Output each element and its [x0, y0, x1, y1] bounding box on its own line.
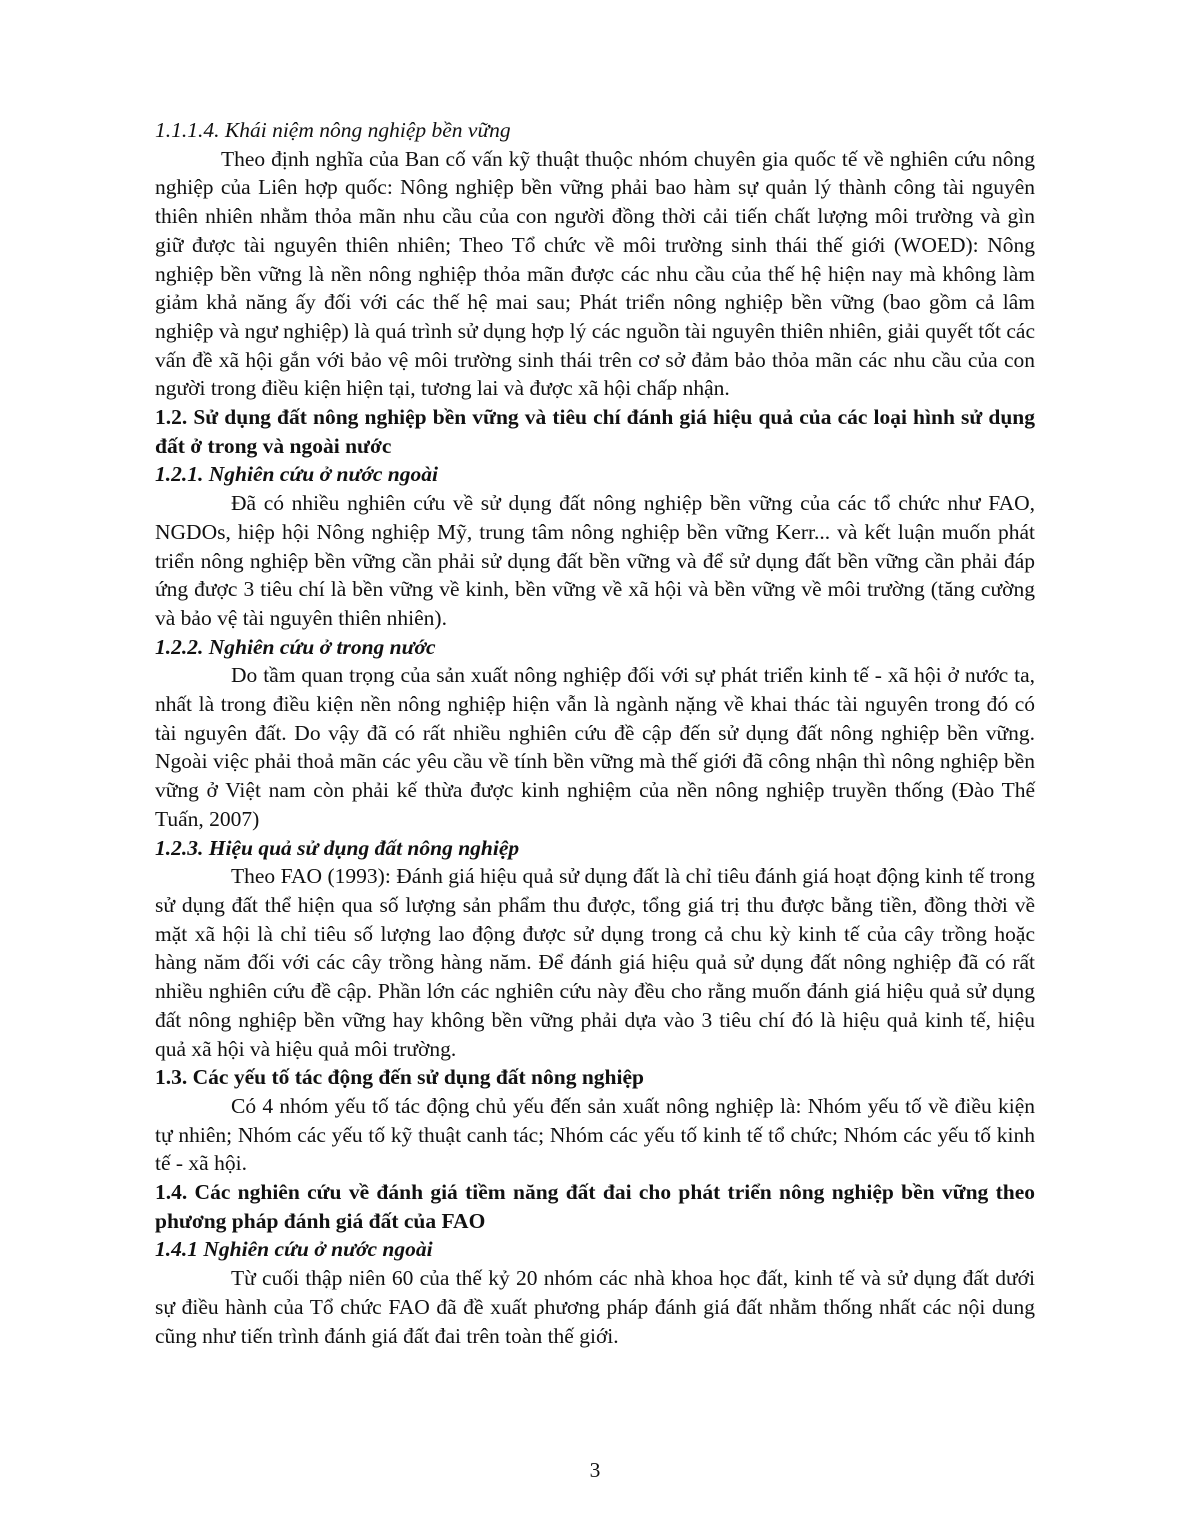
heading-1-1-1-4: 1.1.1.4. Khái niệm nông nghiệp bền vững	[155, 118, 511, 142]
paragraph-foreign-research: Đã có nhiều nghiên cứu về sử dụng đất nông nghiệp bền vững của các tổ chức như FAO, NGDOs, hiệp hội Nông nghiệp Mỹ, trung tâm nông nghiệp bền vững Kerr... và kết luận muốn phát triển nông nghiệp bền vững cần phải sử dụng đất bền vững và để sử dụng đất bền vững cần phải đáp ứng được 3 tiêu chí là bền vững về kinh, bền vững về xã hội và bền vững về môi trường (tăng cường và bảo vệ tài nguyên thiên nhiên).	[155, 491, 1035, 630]
paragraph-influencing-factors: Có 4 nhóm yếu tố tác động chủ yếu đến sản xuất nông nghiệp là: Nhóm yếu tố về điều kiện tự nhiên; Nhóm các yếu tố kỹ thuật canh tác; Nhóm các yếu tố kinh tế tổ chức; Nhóm các yếu tố kinh tế - xã hội.	[155, 1093, 1035, 1176]
heading-1-4-1: 1.4.1 Nghiên cứu ở nước ngoài	[155, 1237, 433, 1262]
document-page	[155, 116, 1035, 1350]
heading-1-2: 1.2. Sử dụng đất nông nghiệp bền vững và tiêu chí đánh giá hiệu quả của các loại hình sử dụng đất ở trong và ngoài nước	[155, 405, 1035, 458]
paragraph-domestic-research: Do tầm quan trọng của sản xuất nông nghiệp đối với sự phát triển kinh tế - xã hội ở nước ta, nhất là trong điều kiện nền nông nghiệp hiện vẫn là ngành nặng về khai thác tài nguyên trong đó có tài nguyên đất. Do vậy đã có rất nhiều nghiên cứu đề cập đến sử dụng đất nông nghiệp bền vững. Ngoài việc phải thoả mãn các yêu cầu về tính bền vững mà thế giới đã công nhận thì nông nghiệp bền vững ở Việt nam còn phải kế thừa được kinh nghiệm của nền nông nghiệp truyền thống (Đào Thế Tuấn, 2007)	[155, 663, 1035, 831]
heading-1-3: 1.3. Các yếu tố tác động đến sử dụng đất nông nghiệp	[155, 1065, 644, 1090]
heading-1-2-1: 1.2.1. Nghiên cứu ở nước ngoài	[155, 462, 438, 487]
heading-1-2-2: 1.2.2. Nghiên cứu ở trong nước	[155, 634, 436, 659]
heading-1-4: 1.4. Các nghiên cứu về đánh giá tiềm năng đất đai cho phát triển nông nghiệp bền vững theo phương pháp đánh giá đất của FAO	[155, 1180, 1035, 1233]
paragraph-land-use-efficiency: Theo FAO (1993): Đánh giá hiệu quả sử dụng đất là chỉ tiêu đánh giá hoạt động kinh tế trong sử dụng đất thể hiện qua số lượng sản phẩm thu được, tổng giá trị thu được bằng tiền, đồng thời về mặt xã hội là chỉ tiêu số lượng lao động được sử dụng trong cả chu kỳ kinh tế của cây trồng hoặc hàng năm đối với các cây trồng hàng năm. Để đánh giá hiệu quả sử dụng đất nông nghiệp đã có rất nhiều nghiên cứu đề cập. Phần lớn các nghiên cứu này đều cho rằng muốn đánh giá hiệu quả sử dụng đất nông nghiệp bền vững hay không bền vững phải dựa vào 3 tiêu chí đó là hiệu quả kinh tế, hiệu quả xã hội và hiệu quả môi trường.	[155, 864, 1035, 1061]
paragraph-fao-land-evaluation: Từ cuối thập niên 60 của thế kỷ 20 nhóm các nhà khoa học đất, kinh tế và sử dụng đất dưới sự điều hành của Tổ chức FAO đã đề xuất phương pháp đánh giá đất nhằm thống nhất các nội dung cũng như tiến trình đánh giá đất đai trên toàn thế giới.	[155, 1266, 1035, 1348]
heading-1-2-3: 1.2.3. Hiệu quả sử dụng đất nông nghiệp	[155, 835, 520, 860]
paragraph-sustainable-agriculture-definition: Theo định nghĩa của Ban cố vấn kỹ thuật thuộc nhóm chuyên gia quốc tế về nghiên cứu nông nghiệp của Liên hợp quốc: Nông nghiệp bền vững phải bao hàm sự quản lý thành công tài nguyên thiên nhiên nhằm thỏa mãn nhu cầu của con người đồng thời cải tiến chất lượng môi trường và gìn giữ được tài nguyên thiên nhiên; Theo Tổ chức về môi trường sinh thái thế giới (WOED): Nông nghiệp bền vững là nền nông nghiệp thỏa mãn được các nhu cầu của thế hệ hiện nay mà không làm giảm khả năng ấy đối với các thế hệ mai sau; Phát triển nông nghiệp bền vững (bao gồm cả lâm nghiệp và ngư nghiệp) là quá trình sử dụng hợp lý các nguồn tài nguyên thiên nhiên, giải quyết tốt các vấn đề xã hội gắn với bảo vệ môi trường sinh thái trên cơ sở đảm bảo thỏa mãn các nhu cầu của con người trong điều kiện hiện tại, tương lai và được xã hội chấp nhận.	[155, 146, 1035, 401]
page-number: 3	[589, 1458, 601, 1482]
